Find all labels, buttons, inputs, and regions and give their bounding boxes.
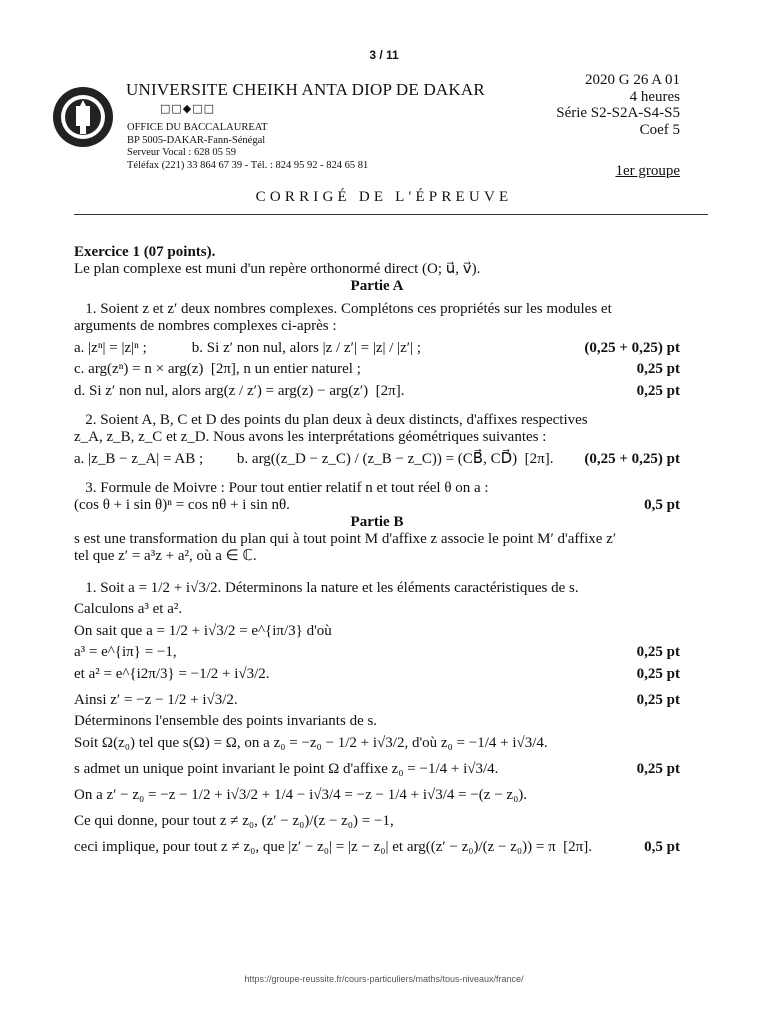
document-line — [74, 446, 680, 472]
points-value: 0,25 pt — [636, 666, 680, 682]
title-divider — [74, 214, 708, 215]
points-value: 0,25 pt — [636, 761, 680, 777]
line-text: On sait que a = 1/2 + i√3/2 = e^{iπ/3} d'où — [74, 623, 332, 639]
line-text: Calculons a³ et a². — [74, 601, 183, 617]
document-line — [74, 782, 680, 808]
exam-meta-block — [556, 72, 680, 138]
document-line — [74, 531, 680, 548]
office-address-block — [127, 122, 368, 172]
document-line — [74, 318, 680, 335]
exam-code: 2020 G 26 A 01 — [584, 72, 680, 88]
line-text: Partie B — [350, 514, 404, 530]
document-line — [74, 756, 680, 782]
document-line — [74, 834, 680, 860]
points-value: (0,25 + 0,25) pt — [584, 340, 680, 356]
line-text: a³ = e^{iπ} = −1, — [74, 644, 177, 660]
exam-duration: 4 heures — [629, 88, 680, 105]
document-line — [74, 601, 680, 618]
group-label: 1er groupe — [615, 163, 680, 179]
university-seal-logo — [52, 86, 114, 148]
document-line — [74, 661, 680, 687]
line-text: Ainsi z′ = −z − 1/2 + i√3/2. — [74, 692, 238, 708]
document-line — [74, 713, 680, 730]
line-text: On a z′ − z₀ = −z − 1/2 + i√3/2 + 1/4 − i√3/4 = −z − 1/4 + i√3/4 = −(z − z₀). — [74, 787, 528, 803]
line-text: et a² = e^{i2π/3} = −1/2 + i√3/2. — [74, 666, 270, 682]
line-text: Soit Ω(z₀) tel que s(Ω) = Ω, on a z₀ = −z₀ − 1/2 + i√3/2, d'où z₀ = −1/4 + i√3/4. — [74, 735, 548, 751]
decorative-ornament: □□◆□□ — [160, 102, 216, 115]
document-line — [74, 565, 680, 575]
line-text: Le plan complexe est muni d'un repère orthonormé direct (O; u⃗, v⃗). — [74, 261, 481, 277]
line-text: d. Si z′ non nul, alors arg(z / z′) = arg(z) − arg(z′) [2π]. — [74, 383, 405, 399]
line-text: 2. Soient A, B, C et D des points du plan deux à deux distincts, d'affixes respectives — [74, 412, 588, 428]
line-text: s est une transformation du plan qui à tout point M d'affixe z associe le point M′ d'affixe z′ — [74, 531, 617, 547]
document-line — [74, 514, 680, 531]
line-text: a. |z_B − z_A| = AB ; b. arg((z_D − z_C) / (z_B − z_C)) = (CB⃗, CD⃗) [2π]. — [74, 451, 554, 467]
points-value: 0,5 pt — [644, 497, 680, 513]
page-title: CORRIGÉ DE L'ÉPREUVE — [255, 189, 513, 205]
document-line — [74, 404, 680, 412]
document-line — [74, 412, 680, 429]
document-line — [74, 278, 680, 295]
exam-group — [615, 163, 680, 180]
line-text: arguments de nombres complexes ci-après : — [74, 318, 337, 334]
points-value: 0,25 pt — [636, 644, 680, 660]
line-text: Ce qui donne, pour tout z ≠ z₀, (z′ − z₀)/(z − z₀) = −1, — [74, 813, 394, 829]
points-value: 0,5 pt — [644, 839, 680, 855]
document-line — [74, 301, 680, 318]
line-text: 3. Formule de Moivre : Pour tout entier relatif n et tout réel θ on a : — [74, 480, 489, 496]
document-line — [74, 548, 680, 565]
points-value: 0,25 pt — [636, 361, 680, 377]
line-text: Partie A — [350, 278, 404, 294]
points-value: 0,25 pt — [636, 692, 680, 708]
line-text: c. arg(zⁿ) = n × arg(z) [2π], n un entier naturel ; — [74, 361, 361, 377]
line-text: 1. Soit a = 1/2 + i√3/2. Déterminons la nature et les éléments caractéristiques de s. — [74, 580, 579, 596]
university-name: UNIVERSITE CHEIKH ANTA DIOP DE DAKAR — [126, 80, 485, 99]
document-line — [74, 378, 680, 404]
points-value: (0,25 + 0,25) pt — [584, 451, 680, 467]
line-text: a. |zⁿ| = |z|ⁿ ; b. Si z′ non nul, alors |z / z′| = |z| / |z′| ; — [74, 340, 422, 356]
line-text: s admet un unique point invariant le point Ω d'affixe z₀ = −1/4 + i√3/4. — [74, 761, 499, 777]
document-line — [74, 480, 680, 497]
exam-series: Série S2-S2A-S4-S5 — [556, 105, 680, 121]
line-text: tel que z′ = a³z + a², où a ∈ ℂ. — [74, 548, 257, 564]
line-text: ceci implique, pour tout z ≠ z₀, que |z′ − z₀| = |z − z₀| et arg((z′ − z₀)/(z − z₀)) = π [2π]. — [74, 839, 592, 855]
page-number: 3 / 11 — [369, 48, 399, 62]
office-line: BP 5005-DAKAR-Fann-Sénégal — [127, 134, 266, 146]
office-line: Serveur Vocal : 628 05 59 — [127, 147, 236, 158]
exam-coefficient: Coef 5 — [639, 121, 680, 138]
document-line — [74, 472, 680, 480]
document-line — [74, 808, 680, 834]
document-body — [74, 244, 680, 860]
document-line — [74, 361, 680, 378]
footer-url: https://groupe-reussite.fr/cours-particuliers/maths/tous-niveaux/france/ — [244, 974, 524, 984]
document-line — [74, 575, 680, 601]
office-line: Téléfax (221) 33 864 67 39 - Tél. : 824 95 92 - 824 65 81 — [127, 159, 369, 171]
line-text: 1. Soient z et z′ deux nombres complexes. Complétons ces propriétés sur les modules et — [74, 301, 612, 317]
document-line — [74, 261, 680, 278]
document-line — [74, 730, 680, 756]
line-text: (cos θ + i sin θ)ⁿ = cos nθ + i sin nθ. — [74, 497, 290, 513]
line-text: z_A, z_B, z_C et z_D. Nous avons les interprétations géométriques suivantes : — [74, 429, 547, 445]
document-line — [74, 497, 680, 514]
document-line — [74, 335, 680, 361]
document-line — [74, 244, 680, 261]
points-value: 0,25 pt — [636, 383, 680, 399]
line-text: Déterminons l'ensemble des points invariants de s. — [74, 713, 378, 729]
office-line: OFFICE DU BACCALAUREAT — [127, 122, 268, 133]
line-text: Exercice 1 (07 points). — [74, 244, 216, 260]
document-line — [74, 618, 680, 644]
document-line — [74, 429, 680, 446]
document-line — [74, 644, 680, 661]
document-line — [74, 687, 680, 713]
